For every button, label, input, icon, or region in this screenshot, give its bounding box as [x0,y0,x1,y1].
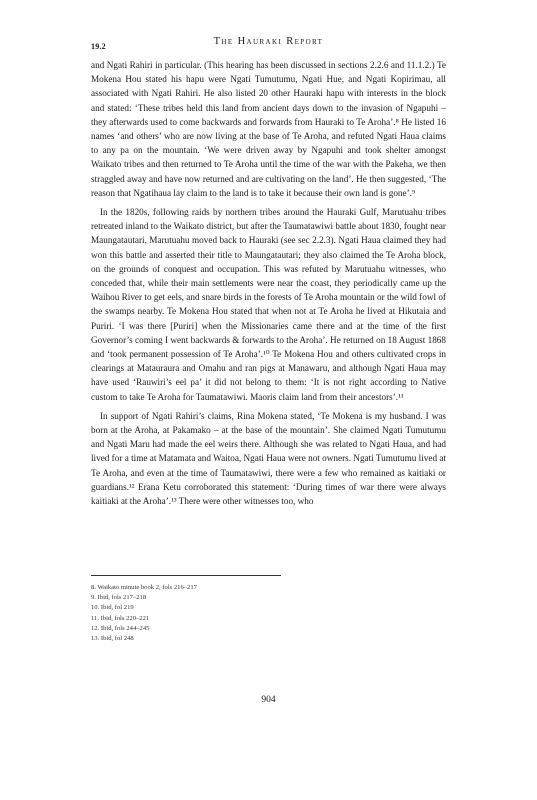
footnote-10: 10. Ibid, fol 219 [91,604,134,612]
footnotes [91,583,391,644]
footnote-11: 11. Ibid, fols 220–221 [91,614,150,622]
footnote-13: 13. Ibid, fol 248 [91,635,134,643]
body-text [91,58,446,508]
paragraph-2: In the 1820s, following raids by northern tribes around the Hauraki Gulf, Marutuahu tribes retreated inland to the Waikato district, but after the Taumatawiwi battle about 1830, fought near Maungatautari, Marutuahu moved back to Hauraki (see sec 2.2.3). Ngati Haua claimed they had won this battle and asserted their title to Maungatautari; they also claimed the Te Aroha block, on the grounds of conquest and occupation. This was refuted by Marutuahu witnesses, who conceded that, while their main settlements were near the coast, they periodically came up the Waihou River to get eels, and snare birds in the forests of Te Aroha mountain or the wild fowl of the swamps nearby. Te Mokena Hou stated that when not at Te Aroha he lived at Hikutaia and Puriri. ‘I was there [Puriri] when the Missionaries came there and at the time of the first Governor’s coming I went backwards & forwards to the Aroha’. He returned on 18 August 1868 and ‘took permanent possession of Te Aroha’.¹⁰ Te Mokena Hou and others cultivated crops in clearings at Matauraura and Omahu and ran pigs at Manawaru, and although Ngati Haua may have used ‘Rauwiri’s eel pa’ it did not belong to them: ‘It is not right according to Native custom to take Te Aroha for Taumatawiwi. Maoris claim land from their ancestors’.¹¹ [91,207,446,402]
footnote-rule [91,575,281,576]
page-number: 904 [261,695,276,705]
paragraph-1: and Ngati Rahiri in particular. (This hearing has been discussed in sections 2.2.6 and 11.1.2.) Te Mokena Hou stated his hapu were Ngati Tumutumu, Ngati Hue, and Ngati Kopirimau, all associated with Ngati Rahiri. He also listed 20 other Hauraki hapu with interests in the block and stated: ‘These tribes held this land from ancient days down to the invasion of Ngapuhi – they afterwards used to come backwards and forwards from Hauraki to Te Aroha’.⁸ He listed 16 names ‘and others’ who are now living at the base of Te Aroha, and refuted Ngati Haua claims to any pa on the mountain. ‘We were driven away by Ngapuhi and took shelter amongst Waikato tribes and then returned to Te Aroha until the time of the war with the Pakeha, we then straggled away and have now returned and are cultivating on the land’. He then suggested, ‘The reason that Ngatihaua lay claim to the land is to take it because their own land is gone’.⁹ [91,60,446,198]
footnote-12: 12. Ibid, fols 244–245 [91,624,150,632]
running-title: The Hauraki Report [213,36,324,47]
paragraph-3: In support of Ngati Rahiri’s claims, Rina Mokena stated, ‘Te Mokena is my husband. I was born at the Aroha, at Pakamako – at the base of the mountain’. She claimed Ngati Tumutumu and Ngati Maru had made the eel weirs there. Although she was related to Ngati Haua, and had lived for a time at Matamata and Waitoa, Ngati Haua were not owners. Ngati Tumutumu lived at Te Aroha, and even at the time of Taumatawiwi, there were a few who remained as kaitiaki or guardians.¹² Erana Ketu corroborated this statement: ‘During times of war there were always kaitiaki at the Aroha’.¹³ There were other witnesses too, who [91,410,446,507]
section-number: 19.2 [91,42,106,51]
footnote-9: 9. Ibid, fols 217–218 [91,594,147,602]
footnote-8: 8. Waikato minute book 2, fols 216–217 [91,584,197,591]
